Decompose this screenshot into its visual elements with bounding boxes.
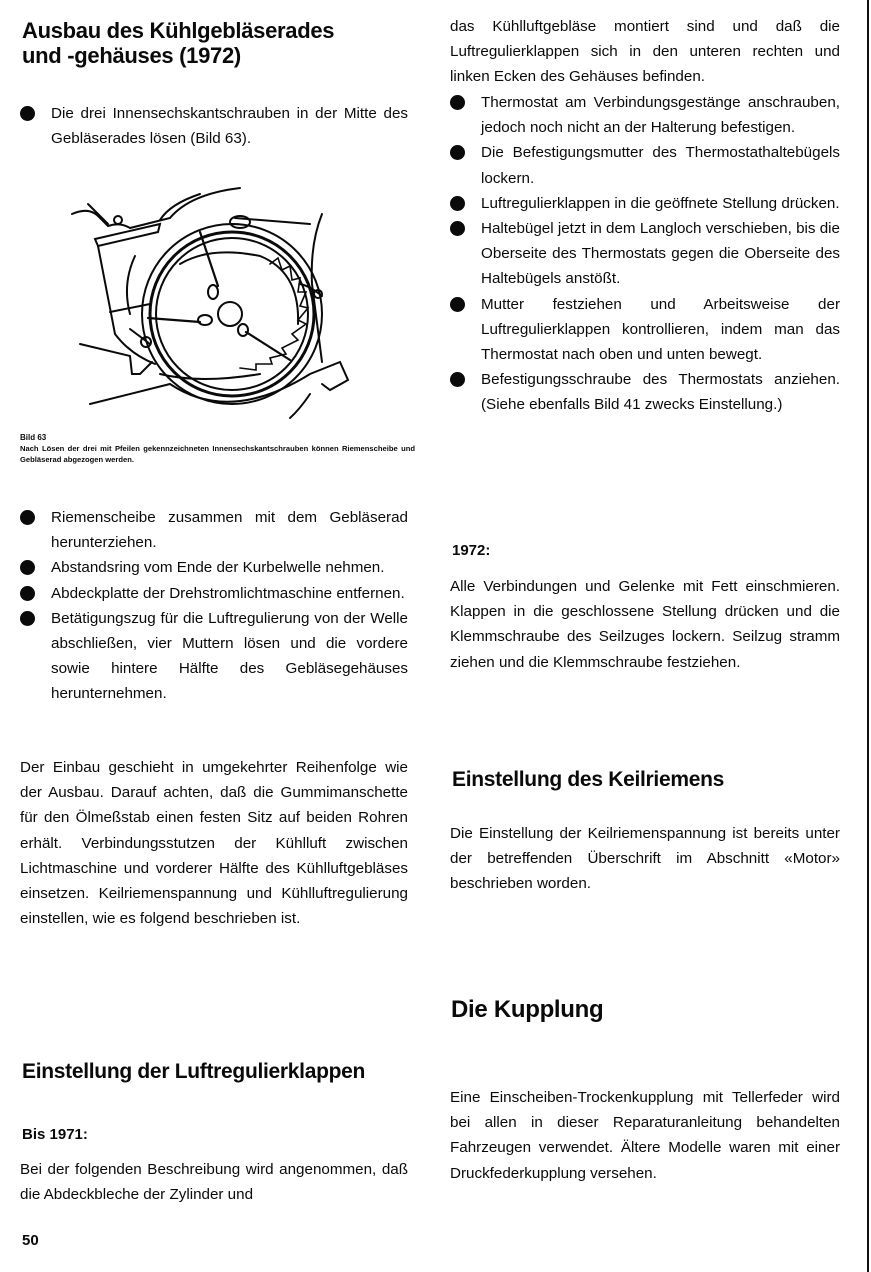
caption-text: Nach Lösen der drei mit Pfeilen gekennzeichneten Innensechskantschrauben können Riemenscheibe und Gebläserad abgezogen werden. bbox=[20, 444, 415, 464]
list-item: Luftregulierklappen in die geöffnete Stellung drücken. bbox=[450, 191, 840, 216]
list-item: Betätigungszug für die Luftregulierung von der Welle abschließen, vier Muttern lösen und die vordere sowie hintere Hälfte des Gebläsegehäuses herunternehmen. bbox=[20, 606, 408, 707]
list-item: Befestigungsschraube des Thermostats anziehen. (Siehe ebenfalls Bild 41 zwecks Einstellung.) bbox=[450, 367, 840, 417]
section-title-fan-removal bbox=[22, 18, 422, 68]
list-item: Die drei Innensechskantschrauben in der Mitte des Gebläserades lösen (Bild 63). bbox=[20, 101, 408, 151]
v-belt-paragraph: Die Einstellung der Keilriemenspannung ist bereits unter der betreffenden Überschrift im Abschnitt «Motor» beschrieben worden. bbox=[450, 825, 840, 893]
list-item: Abdeckplatte der Drehstromlichtmaschine entfernen. bbox=[20, 581, 408, 606]
list-item: Thermostat am Verbindungsgestänge anschrauben, jedoch noch nicht an der Halterung befestigen. bbox=[450, 90, 840, 140]
bullet-icon bbox=[20, 611, 35, 626]
clutch-paragraph: Eine Einscheiben-Trockenkupplung mit Tellerfeder wird bei allen in dieser Reparaturanleitung behandelten Fahrzeugen verwendet. Ältere Modelle waren mit einer Druckfederkupplung versehen. bbox=[450, 1089, 840, 1182]
list-item: Haltebügel jetzt in dem Langloch verschieben, bis die Oberseite des Thermostats gegen die Oberseite des Haltebügels anstößt. bbox=[450, 216, 840, 292]
list-item: Riemenscheibe zusammen mit dem Gebläserad herunterziehen. bbox=[20, 505, 408, 555]
bullet-icon bbox=[450, 95, 465, 110]
bullet-icon bbox=[450, 145, 465, 160]
figure-63-caption bbox=[20, 432, 415, 465]
bullet-icon bbox=[20, 510, 35, 525]
figure-63-fan-pulley bbox=[60, 184, 370, 420]
removal-steps-list bbox=[20, 505, 408, 707]
list-item: Abstandsring vom Ende der Kurbelwelle nehmen. bbox=[20, 555, 408, 580]
bullet-icon bbox=[20, 586, 35, 601]
section-title-air-flaps: Einstellung der Luftregulierklappen bbox=[22, 1060, 366, 1083]
bullet-icon bbox=[450, 372, 465, 387]
title-line-1: Ausbau des Kühlgebläserades bbox=[22, 18, 335, 43]
caption-title: Bild 63 bbox=[20, 433, 47, 442]
bullet-icon bbox=[450, 221, 465, 236]
section-title-v-belt: Einstellung des Keilriemens bbox=[452, 768, 724, 791]
continued-paragraph: das Kühlluftgebläse montiert sind und daß die Luftregulierklappen sich in den unteren rechten und linken Ecken des Gehäuses befinden. bbox=[450, 18, 840, 86]
paragraph-1972: Alle Verbindungen und Gelenke mit Fett einschmieren. Klappen in die geschlossene Stellung drücken und die Klemmschraube des Seilzuges lockern. Seilzug stramm ziehen und die Klemmschraube festziehen. bbox=[450, 578, 840, 671]
section-title-clutch: Die Kupplung bbox=[451, 996, 604, 1023]
fan-pulley-illustration-icon bbox=[60, 184, 370, 420]
subtitle-until-1971: Bis 1971: bbox=[22, 1126, 88, 1143]
bullet-icon bbox=[20, 560, 35, 575]
intro-bullet-list bbox=[20, 101, 408, 151]
bullet-icon bbox=[450, 297, 465, 312]
subtitle-1972: 1972: bbox=[452, 542, 491, 559]
page-number: 50 bbox=[22, 1232, 39, 1249]
title-line-2: und -gehäuses (1972) bbox=[22, 43, 241, 68]
list-item: Die Befestigungsmutter des Thermostathaltebügels lockern. bbox=[450, 140, 840, 190]
adjustment-steps-list bbox=[450, 90, 840, 418]
reinstallation-paragraph: Der Einbau geschieht in umgekehrter Reihenfolge wie der Ausbau. Darauf achten, daß die Gummimanschette für den Ölmeßstab einen festen Sitz auf beiden Rohren erhält. Verbindungsstutzen der Kühlluft zwischen Lichtmaschine und vorderer Hälfte des Kühlluftgebläses einsetzen. Keilriemenspannung und Kühlluftregulierung einstellen, wie es folgend beschrieben ist. bbox=[20, 759, 408, 928]
list-item: Mutter festziehen und Arbeitsweise der Luftregulierklappen kontrollieren, indem man das Thermostat nach oben und unten bewegt. bbox=[450, 292, 840, 368]
page-edge-border bbox=[867, 0, 869, 1272]
air-flaps-paragraph: Bei der folgenden Beschreibung wird angenommen, daß die Abdeckbleche der Zylinder und bbox=[20, 1161, 408, 1204]
bullet-icon bbox=[450, 196, 465, 211]
bullet-icon bbox=[20, 106, 35, 121]
